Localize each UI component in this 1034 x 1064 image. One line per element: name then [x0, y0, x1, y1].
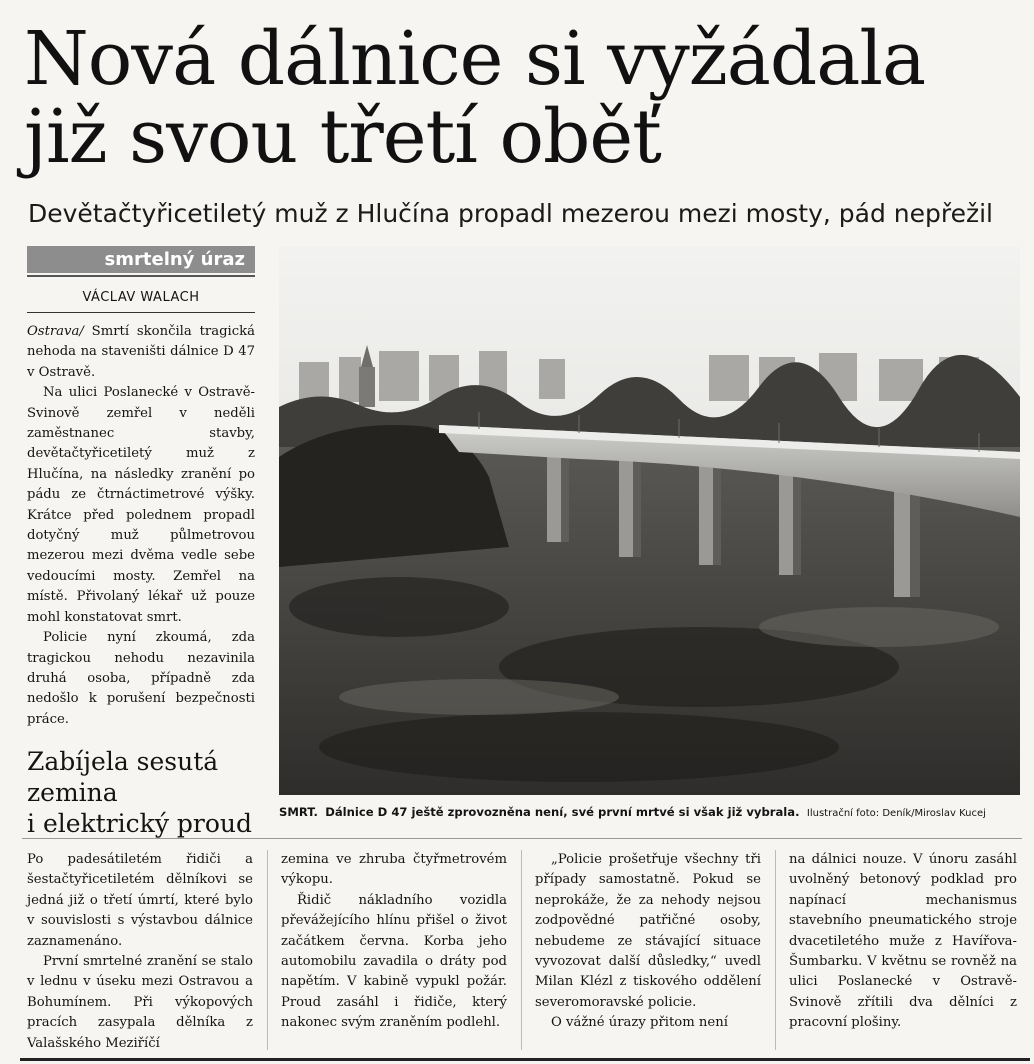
section-subtitle-line-3: i elektrický proud — [27, 809, 252, 838]
headline-line-2: již svou třetí oběť — [24, 94, 661, 180]
column-1-paragraph-2: První smrtelné zranění se stalo v lednu v úseku mezi Ostravou a Bohumínem. Při výkopových pracích zasypala dělníka z Valašského Meziříčí — [27, 954, 253, 1051]
lead-column — [27, 322, 255, 730]
column-separator — [267, 850, 268, 1050]
body-column-2 — [281, 850, 507, 1034]
headline-line-1: Nová dálnice si vyžádala — [24, 16, 926, 102]
body-column-1 — [27, 850, 253, 1054]
body-column-3 — [535, 850, 761, 1034]
column-3-paragraph-2: O vážné úrazy přitom není — [551, 1015, 728, 1031]
section-subtitle — [27, 746, 267, 839]
column-2-paragraph-2: Řidič nákladního vozidla převážejícího hlínu přišel o život začátkem června. Korba jeho automobilu zavadila o dráty pod napětím. V kabině vypukl požár. Proud zasáhl i řidiče, který nakonec svým zraněním podlehl. — [281, 892, 507, 1031]
caption-text: Dálnice D 47 ještě zprovozněna není, své první mrtvé si však již vybrala. — [325, 805, 800, 819]
photo-credit: Ilustrační foto: Deník/Miroslav Kucej — [806, 808, 986, 819]
dateline: Ostrava/ — [27, 324, 84, 339]
column-separator — [521, 850, 522, 1050]
column-1-paragraph-1: Po padesátiletém řidiči a šestačtyřicetiletém dělníkovi se jedná již o třetí úmrtí, které bylo v souvislosti s výstavbou dálnice zaznamenáno. — [27, 852, 253, 949]
section-kicker: smrtelný úraz — [27, 246, 255, 273]
headline — [24, 16, 1024, 180]
caption-lead: SMRT. — [279, 805, 318, 819]
lead-paragraph-3: Policie nyní zkoumá, zda tragickou nehodu nezavinila druhá osoba, případně zda nedošlo k porušení bezpečnosti práce. — [27, 630, 255, 727]
kicker-rule — [27, 275, 255, 277]
column-3-paragraph-1: „Policie prošetřuje všechny tři případy samostatně. Pokud se neprokáže, že za nehody nejsou zodpovědné patřičné osoby, nebudeme ze stávající situace vyvozovat další důsledky,“ uvedl Milan Klézl z tiskového oddělení severomoravské policie. — [535, 852, 761, 1010]
column-2-paragraph-1: zemina ve zhruba čtyřmetrovém výkopu. — [281, 852, 507, 888]
column-separator — [775, 850, 776, 1050]
photo-caption — [279, 804, 1024, 822]
lead-paragraph-1-text: Smrtí skončila tragická nehoda na staveništi dálnice D 47 v Ostravě. — [27, 324, 255, 380]
byline: VÁCLAV WALACH — [82, 290, 200, 305]
section-subtitle-line-2: zemina — [27, 778, 118, 807]
lead-paragraph-1 — [27, 322, 255, 383]
body-column-4 — [789, 850, 1017, 1034]
section-subtitle-line-1: Zabíjela sesutá — [27, 747, 219, 776]
highway-bridge-photo — [279, 247, 1020, 795]
caption-rule — [22, 838, 1022, 839]
byline-rule — [27, 312, 255, 313]
lead-paragraph-2: Na ulici Poslanecké v Ostravě-Svinově zemřel v neděli zaměstnanec stavby, devětačtyřicetiletý muž z Hlučína, na následky zranění po pádu ze čtrnáctimetrové výšky. Krátce před polednem propadl dotyčný muž půlmetrovou mezerou mezi dvěma vedle sebe vedoucími mosty. Zemřel na místě. Přivolaný lékař už pouze mohl konstatovat smrt. — [27, 385, 255, 625]
subheadline: Devětačtyřicetiletý muž z Hlučína propadl mezerou mezi mosty, pád nepřežil — [28, 199, 994, 228]
bottom-rule — [20, 1058, 1030, 1061]
column-4-paragraph-1: na dálnici nouze. V únoru zasáhl uvolněný betonový podklad pro napínací mechanismus stavebního pneumatického stroje dvacetiletého muže z Havířova-Šumbarku. V květnu se rovněž na ulici Poslanecké v Ostravě-Svinově zřítili dva dělníci z pracovní plošiny. — [789, 852, 1017, 1031]
